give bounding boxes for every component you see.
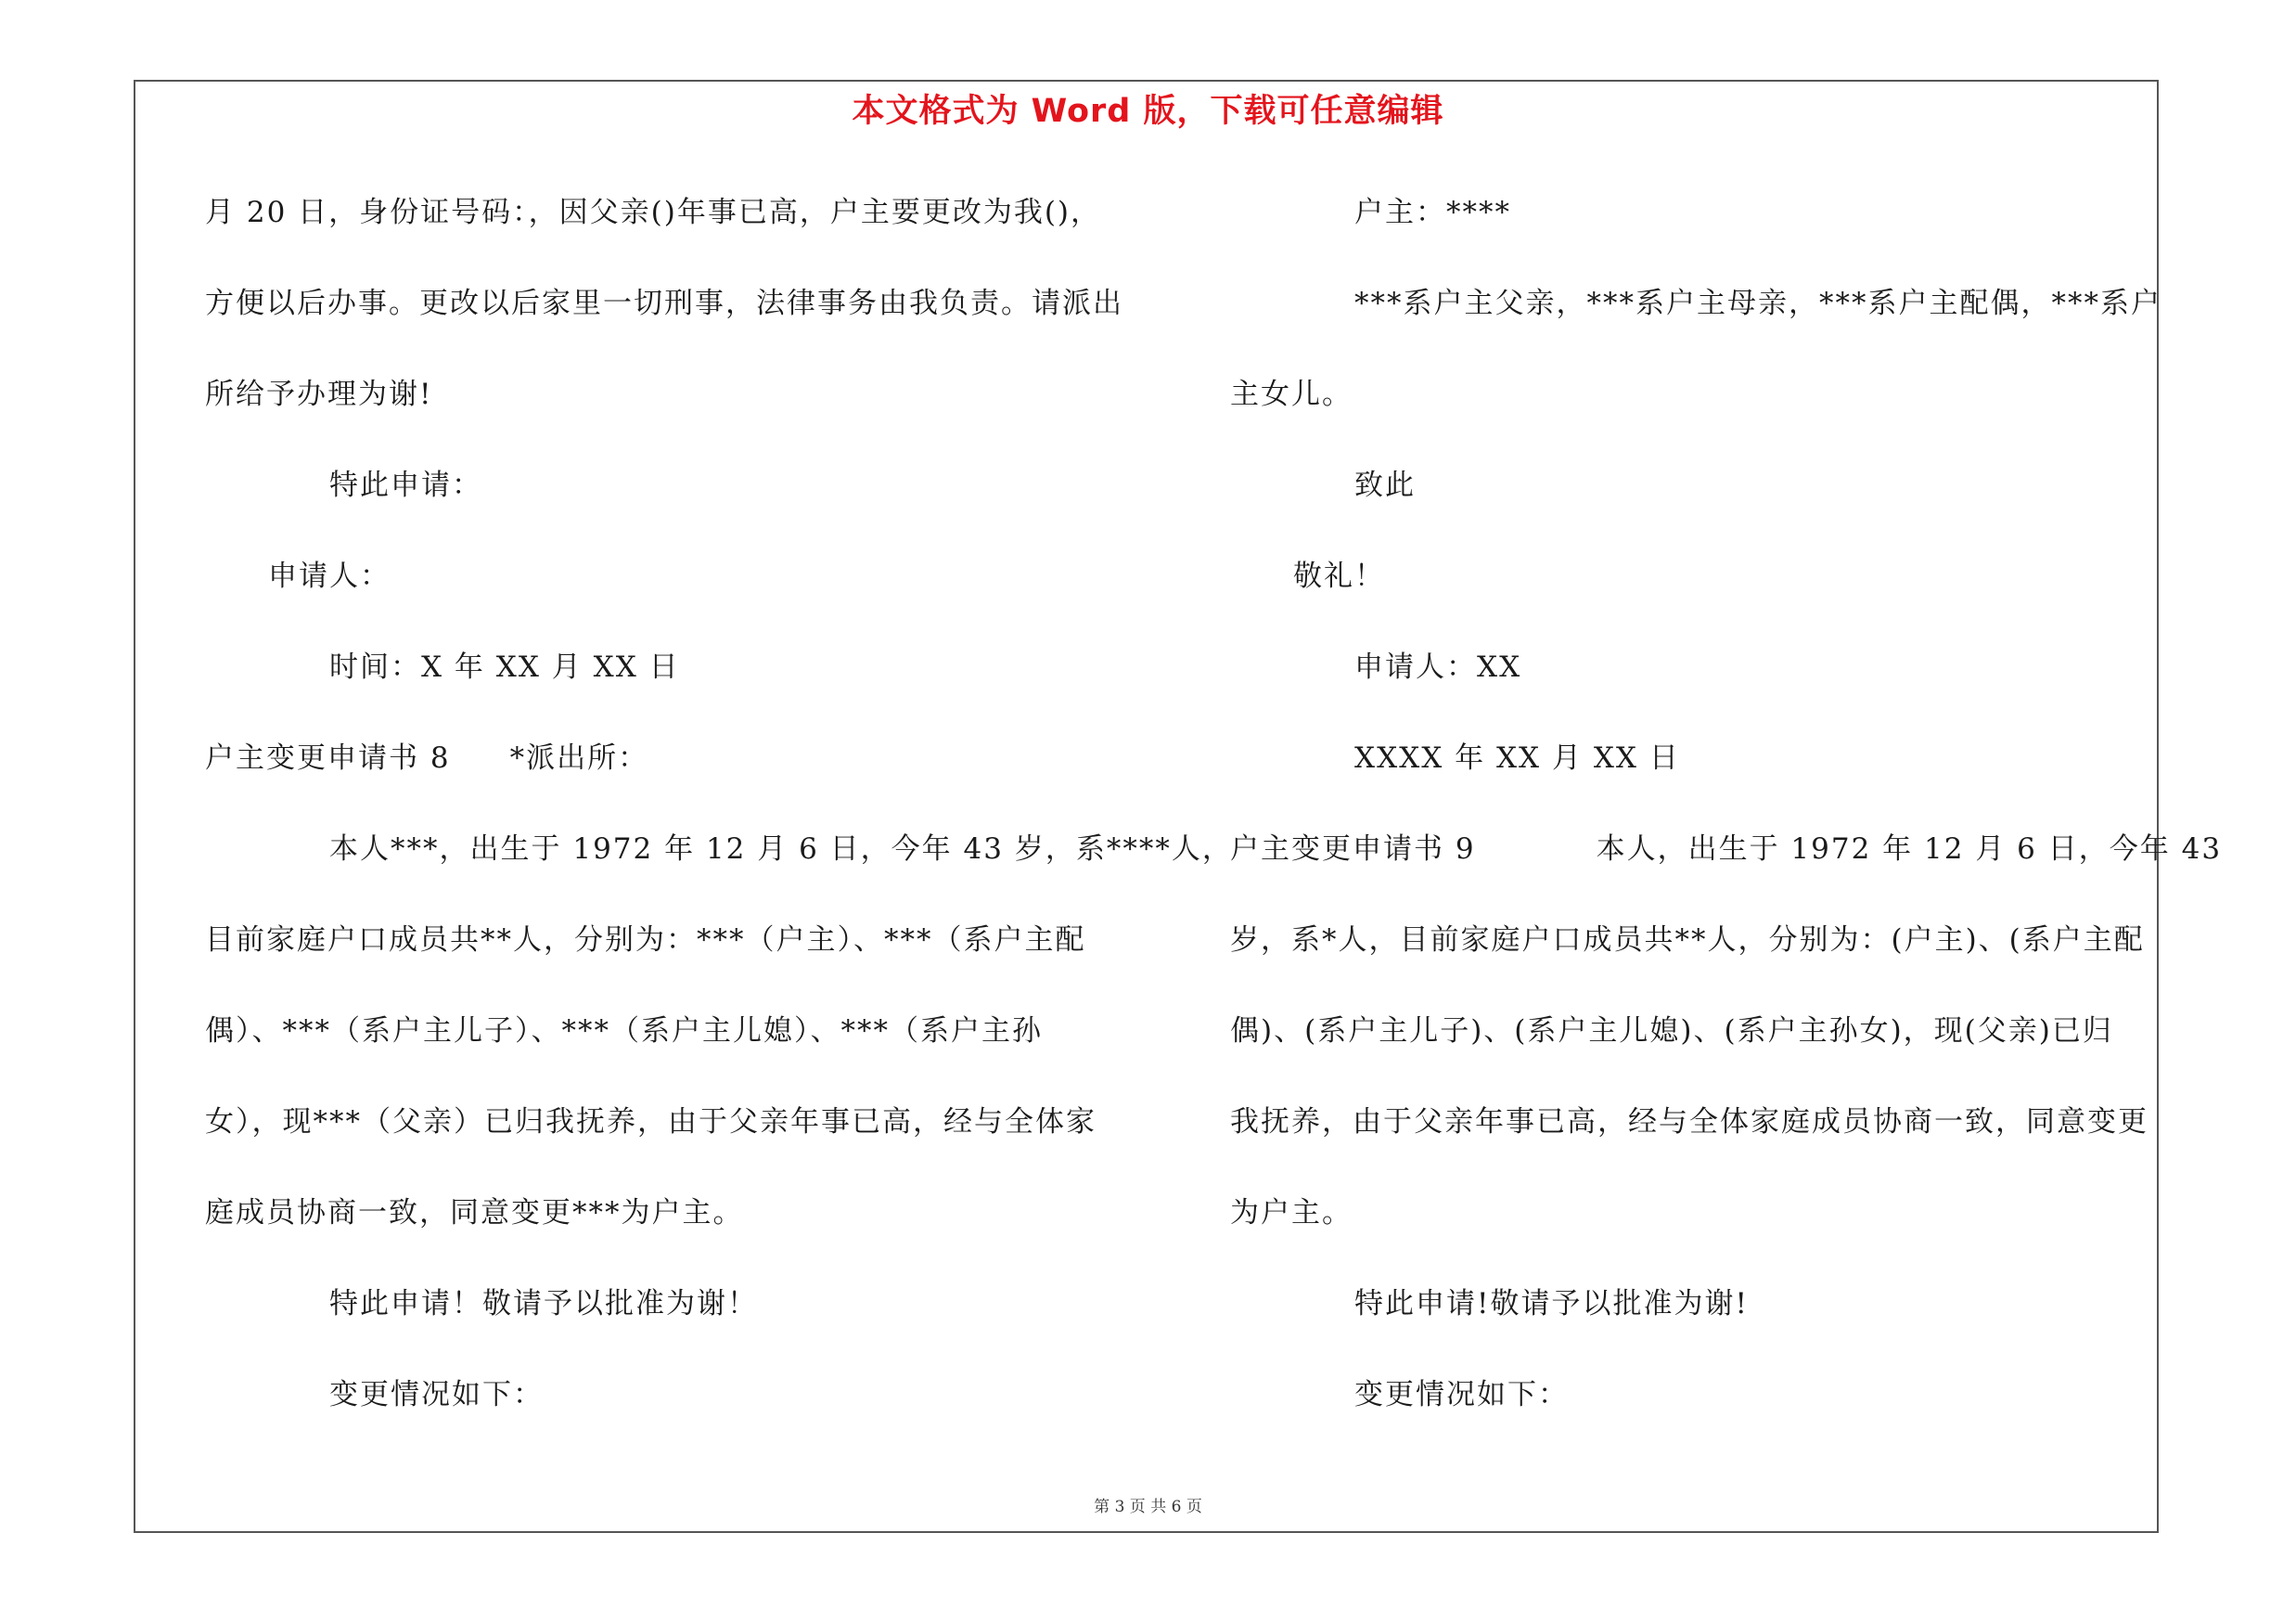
text-line: 偶)、(系户主儿子)、(系户主儿媳)、(系户主孙女)，现(父亲)已归 bbox=[1230, 1014, 2113, 1048]
text-line: 目前家庭户口成员共**人，分别为：***（户主）、***（系户主配 bbox=[205, 923, 1086, 957]
text-line: 变更情况如下： bbox=[1354, 1378, 1569, 1411]
text-line: 本人***，出生于 1972 年 12 月 6 日，今年 43 岁，系****人， bbox=[329, 832, 1233, 866]
text-line: 我抚养，由于父亲年事已高，经与全体家庭成员协商一致，同意变更 bbox=[1230, 1105, 2148, 1139]
text-line: 庭成员协商一致，同意变更***为户主。 bbox=[205, 1196, 744, 1230]
section-heading: 户主变更申请书 8 bbox=[205, 741, 451, 775]
text-line: 特此申请！敬请予以批准为谢！ bbox=[329, 1287, 758, 1320]
text-line: 户主：**** bbox=[1354, 196, 1511, 229]
text-line: 特此申请!敬请予以批准为谢! bbox=[1354, 1287, 1749, 1320]
text-line: 月 20 日，身份证号码：，因父亲()年事已高，户主要更改为我()， bbox=[205, 196, 1102, 229]
text-line: 女），现***（父亲）已归我抚养，由于父亲年事已高，经与全体家 bbox=[205, 1105, 1097, 1139]
text-line: 岁，系*人，目前家庭户口成员共**人，分别为：(户主)、(系户主配 bbox=[1230, 923, 2145, 957]
text-line: 申请人：XX bbox=[1354, 650, 1522, 684]
page-number: 第 3 页 共 6 页 bbox=[1094, 1498, 1202, 1516]
text-line: XXXX 年 XX 月 XX 日 bbox=[1354, 741, 1680, 775]
text-line: 敬礼！ bbox=[1293, 560, 1385, 593]
text-line: 所给予办理为谢! bbox=[205, 378, 433, 411]
text-line: 主女儿。 bbox=[1230, 378, 1353, 411]
section-heading: 户主变更申请书 9 bbox=[1230, 832, 1476, 866]
addressee: *派出所： bbox=[509, 741, 649, 775]
text-line: 变更情况如下： bbox=[329, 1378, 544, 1411]
text-line: 致此 bbox=[1354, 469, 1416, 502]
text-line: 时间：X 年 XX 月 XX 日 bbox=[329, 650, 680, 684]
text-line: ***系户主父亲，***系户主母亲，***系户主配偶，***系户 bbox=[1354, 287, 2161, 320]
text-line: 偶）、***（系户主儿子）、***（系户主儿媳）、***（系户主孙 bbox=[205, 1014, 1043, 1048]
right-column bbox=[1230, 186, 2223, 1459]
heading-line bbox=[205, 731, 1133, 822]
left-column bbox=[205, 186, 1233, 1459]
text-line: 特此申请： bbox=[329, 469, 482, 502]
text-line: 申请人： bbox=[268, 560, 391, 593]
text-line: 方便以后办事。更改以后家里一切刑事，法律事务由我负责。请派出 bbox=[205, 287, 1123, 320]
text-line: 为户主。 bbox=[1230, 1196, 1353, 1230]
heading-line bbox=[1230, 822, 2223, 913]
text-line: 本人，出生于 1972 年 12 月 6 日，今年 43 bbox=[1596, 832, 2223, 866]
banner-title: 本文格式为 Word 版，下载可任意编辑 bbox=[852, 93, 1444, 130]
